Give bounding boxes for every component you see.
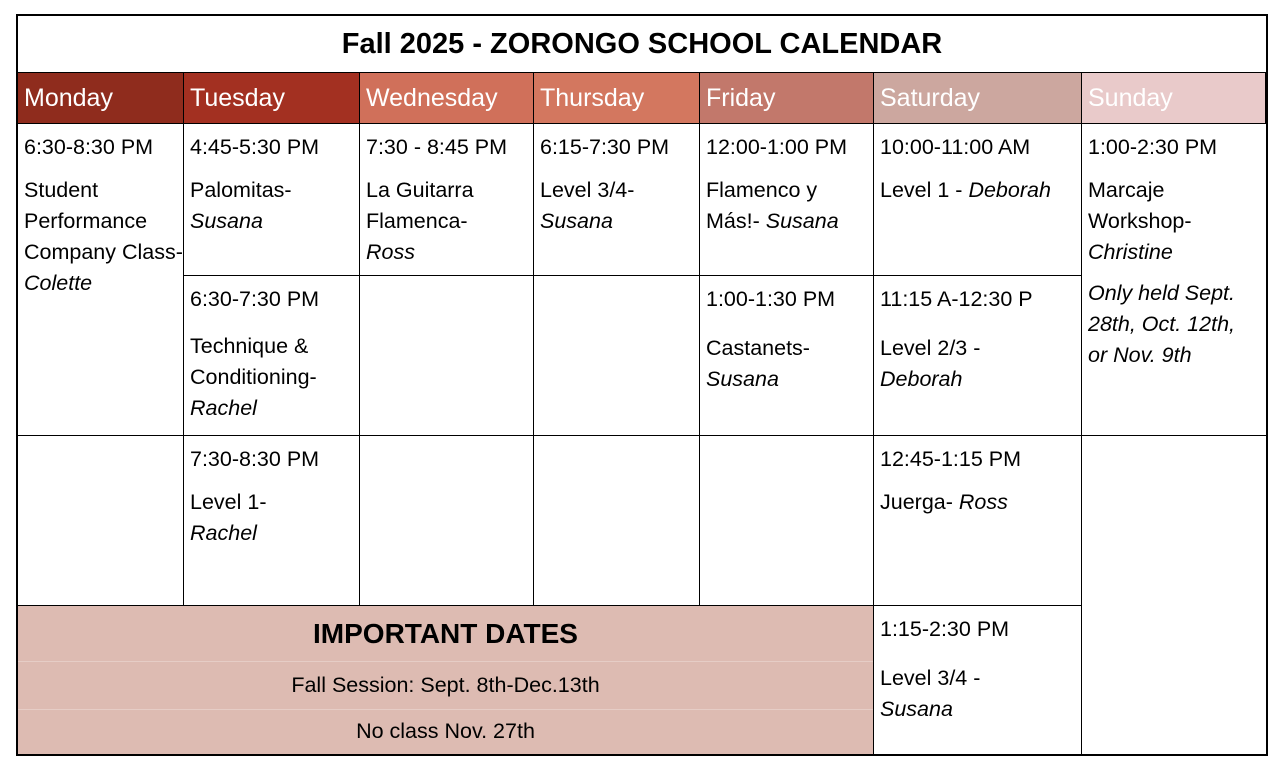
class-desc: Juerga- Ross xyxy=(880,490,1008,514)
important-dates-panel xyxy=(18,605,874,754)
empty-cell xyxy=(360,275,534,435)
class-time: 11:15 A-12:30 P xyxy=(880,287,1033,311)
class-desc: Student Performance Company Class- Colette xyxy=(24,178,183,295)
empty-cell xyxy=(1082,435,1266,754)
class-teacher: Susana xyxy=(706,367,779,391)
fall-session-dates: Fall Session: Sept. 8th-Dec.13th xyxy=(18,661,873,710)
class-teacher: Christine xyxy=(1088,240,1173,264)
class-cell-tuesday-1 xyxy=(184,123,360,275)
class-cell-thursday-1 xyxy=(534,123,700,275)
class-teacher: Deborah xyxy=(968,178,1051,202)
class-cell-tuesday-2 xyxy=(184,275,360,435)
class-time: 1:00-1:30 PM xyxy=(706,287,836,311)
class-desc: Level 1- Rachel xyxy=(190,490,267,545)
header-saturday: Saturday xyxy=(874,72,1082,123)
class-desc: Marcaje Workshop- Christine xyxy=(1088,178,1192,264)
header-tuesday: Tuesday xyxy=(184,72,360,123)
no-class-date: No class Nov. 27th xyxy=(356,719,535,743)
class-teacher: Susana xyxy=(540,209,613,233)
class-desc: Technique & Conditioning- Rachel xyxy=(190,334,317,420)
empty-cell xyxy=(700,435,874,605)
class-cell-tuesday-3 xyxy=(184,435,360,605)
class-cell-saturday-2 xyxy=(874,275,1082,435)
class-cell-saturday-4 xyxy=(874,605,1082,754)
class-desc: Palomitas- Susana xyxy=(190,178,292,233)
class-time: 10:00-11:00 AM xyxy=(880,135,1031,159)
class-time: 7:30 - 8:45 PM xyxy=(366,135,508,159)
class-time: 4:45-5:30 PM xyxy=(190,135,320,159)
class-desc: Level 2/3 - Deborah xyxy=(880,336,981,391)
class-cell-friday-2 xyxy=(700,275,874,435)
header-thursday: Thursday xyxy=(534,72,700,123)
calendar-table xyxy=(16,14,1268,756)
class-desc: Castanets- Susana xyxy=(706,336,810,391)
class-teacher: Susana xyxy=(765,209,839,233)
class-desc: La Guitarra Flamenca- Ross xyxy=(366,178,474,264)
class-cell-saturday-1 xyxy=(874,123,1082,275)
class-teacher: Rachel xyxy=(190,521,257,545)
class-cell-monday-1 xyxy=(18,123,184,435)
class-teacher: Ross xyxy=(366,240,415,264)
empty-cell xyxy=(360,435,534,605)
header-sunday: Sunday xyxy=(1082,72,1266,123)
class-desc: Level 3/4 - Susana xyxy=(880,666,981,721)
class-desc: Flamenco y Más!- Susana xyxy=(706,178,839,233)
empty-cell xyxy=(534,435,700,605)
class-teacher: Ross xyxy=(958,490,1008,514)
important-dates-heading: IMPORTANT DATES xyxy=(18,606,873,662)
class-time: 7:30-8:30 PM xyxy=(190,447,320,471)
class-cell-saturday-3 xyxy=(874,435,1082,605)
class-time: 1:00-2:30 PM xyxy=(1088,135,1218,159)
class-teacher: Susana xyxy=(190,209,263,233)
empty-cell xyxy=(18,435,184,605)
class-time: 6:30-7:30 PM xyxy=(190,287,320,311)
class-time: 6:15-7:30 PM xyxy=(540,135,670,159)
header-monday: Monday xyxy=(18,72,184,123)
class-cell-wednesday-1 xyxy=(360,123,534,275)
header-friday: Friday xyxy=(700,72,874,123)
class-desc: Level 3/4- Susana xyxy=(540,178,635,233)
class-teacher: Rachel xyxy=(190,396,257,420)
class-note: Only held Sept. 28th, Oct. 12th, or Nov. 9th xyxy=(1088,281,1236,367)
class-cell-sunday-1 xyxy=(1082,123,1266,435)
class-teacher: Colette xyxy=(24,271,93,295)
class-time: 6:30-8:30 PM xyxy=(24,135,154,159)
header-wednesday: Wednesday xyxy=(360,72,534,123)
class-desc: Level 1 - Deborah xyxy=(880,178,1051,202)
class-time: 1:15-2:30 PM xyxy=(880,617,1010,641)
class-teacher: Susana xyxy=(880,697,953,721)
calendar-title: Fall 2025 - ZORONGO SCHOOL CALENDAR xyxy=(341,28,943,60)
class-cell-friday-1 xyxy=(700,123,874,275)
class-time: 12:00-1:00 PM xyxy=(706,135,848,159)
empty-cell xyxy=(534,275,700,435)
class-time: 12:45-1:15 PM xyxy=(880,447,1022,471)
class-teacher: Deborah xyxy=(880,367,963,391)
